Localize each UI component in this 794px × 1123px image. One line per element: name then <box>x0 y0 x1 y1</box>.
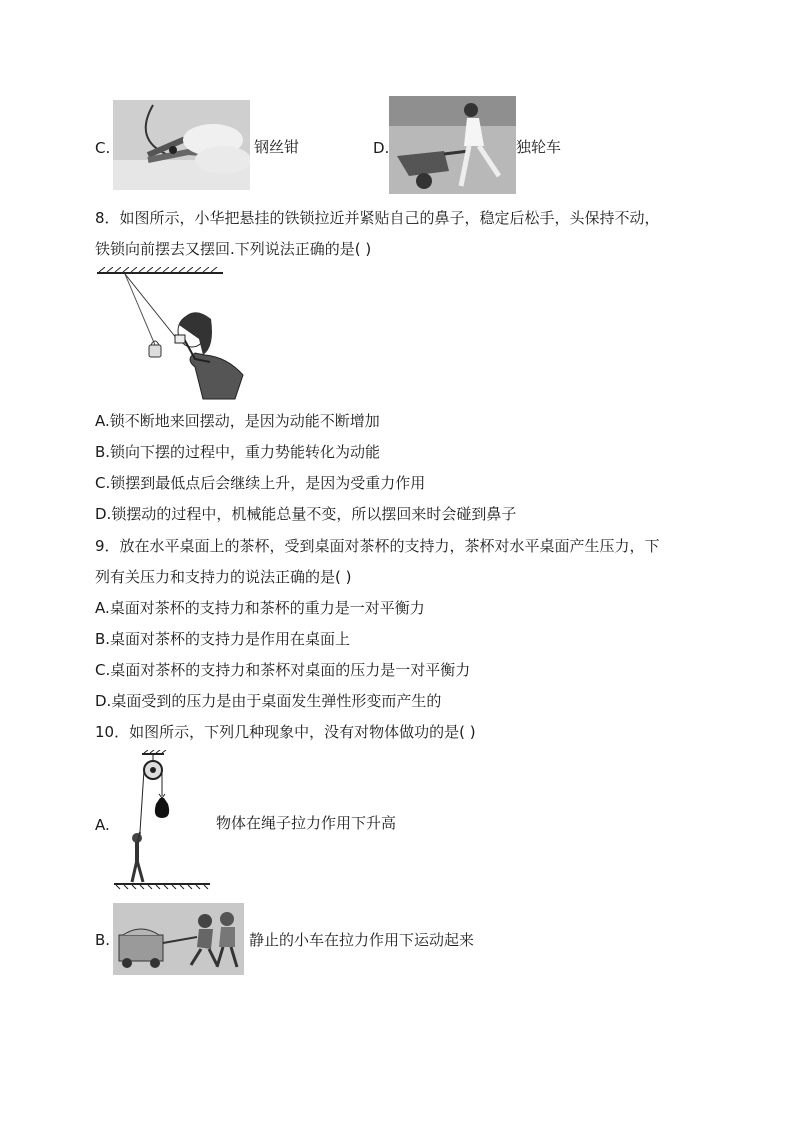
q9-option-d: D.桌面受到的压力是由于桌面发生弹性形变而产生的 <box>95 692 442 710</box>
q9-option-c: C.桌面对茶杯的支持力和茶杯对桌面的压力是一对平衡力 <box>95 661 471 679</box>
cart-pull-figure <box>113 903 244 975</box>
q9-stem-line1: 9．放在水平桌面上的茶杯，受到桌面对茶杯的支持力，茶杯对水平桌面产生压力，下 <box>95 537 660 555</box>
q8-option-c: C.锁摆到最低点后会继续上升，是因为受重力作用 <box>95 474 426 492</box>
q10-option-b-caption: 静止的小车在拉力作用下运动起来 <box>249 931 475 949</box>
q9-option-b: B.桌面对茶杯的支持力是作用在桌面上 <box>95 630 351 648</box>
q8-option-b: B.锁向下摆的过程中，重力势能转化为动能 <box>95 443 381 461</box>
q10-option-b-letter: B. <box>95 931 111 949</box>
q7-option-d-letter: D. <box>373 139 390 157</box>
q10-option-a-caption: 物体在绳子拉力作用下升高 <box>216 814 397 832</box>
pendulum-lock-figure <box>95 267 250 402</box>
q8-stem-line1: 8．如图所示，小华把悬挂的铁锁拉近并紧贴自己的鼻子，稳定后松手，头保持不动， <box>95 209 660 227</box>
pulley-lift-figure <box>112 750 212 890</box>
q8-option-a: A.锁不断地来回摆动，是因为动能不断增加 <box>95 412 380 430</box>
q8-option-d: D.锁摆动的过程中，机械能总量不变，所以摆回来时会碰到鼻子 <box>95 505 517 523</box>
pliers-photo <box>113 100 250 190</box>
q7-option-c-letter: C. <box>95 139 111 157</box>
q10-stem: 10．如图所示，下列几种现象中，没有对物体做功的是( ) <box>95 723 476 741</box>
wheelbarrow-photo <box>389 96 516 194</box>
q9-option-a: A.桌面对茶杯的支持力和茶杯的重力是一对平衡力 <box>95 599 425 617</box>
q7-option-d-caption: 独轮车 <box>516 138 562 156</box>
q10-option-a-letter: A. <box>95 816 110 834</box>
q9-stem-line2: 列有关压力和支持力的说法正确的是( ) <box>95 568 352 586</box>
q7-option-c-caption: 钢丝钳 <box>254 138 300 156</box>
q8-stem-line2: 铁锁向前摆去又摆回.下列说法正确的是( ) <box>95 240 372 258</box>
